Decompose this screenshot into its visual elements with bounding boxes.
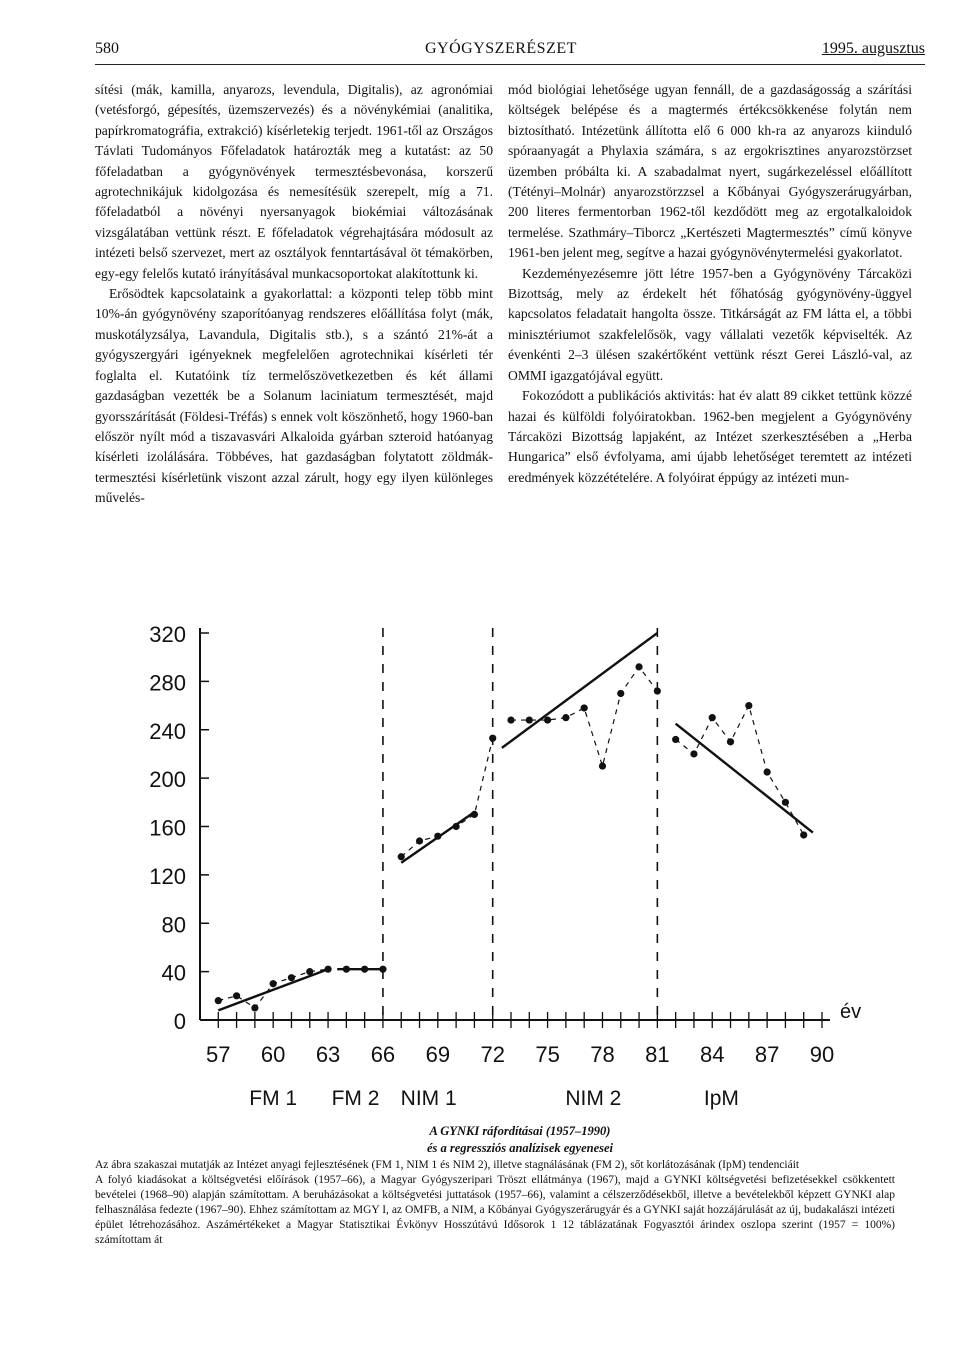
data-point	[727, 738, 734, 745]
series-line	[401, 738, 492, 857]
y-tick-label: 40	[161, 960, 186, 986]
data-point	[581, 704, 588, 711]
x-tick-label: 72	[480, 1042, 505, 1067]
data-point	[324, 966, 331, 973]
period-label: FM 1	[249, 1087, 298, 1110]
data-point	[215, 997, 222, 1004]
data-point	[690, 750, 697, 757]
x-tick-label: 81	[645, 1042, 670, 1067]
running-header	[95, 40, 925, 65]
data-point	[398, 853, 405, 860]
data-point	[233, 992, 240, 999]
x-tick-label: 63	[315, 1042, 341, 1067]
data-point	[361, 966, 368, 973]
caption-line-2: A folyó kiadásokat a költségvetési előírások (1957–66), a Magyar Gyógyszeripari Tröszt ellátmánya (1967), majd a GYNKI költségvetési befizetésekkel csökkentett bevételei (1968–90) alapján számítottam. A beruházásokat a költségvetési juttatások (1957–66), valamint a célszerződésekből, illetve a bevételekből képzett GYNKI alap felhasználása fedezte (1967–90). Ehhez számítottam az MGY I, az OMFB, a NIM, a Kőbányai Gyógyszerárugyár és a GYNKI saját hozzájárulását az új, budakalászi intézeti épület létrehozásához. Aszámértékeket a Magyar Statisztikai Évkönyv Hosszútávú Idősorok 1 12 táblázatának Fogyasztói árindex oszlopa szerint (1957 = 100%) számítottam át	[95, 1174, 895, 1246]
regression-line	[218, 969, 328, 1010]
right-paragraph-1: mód biológiai lehetősége ugyan fennáll, de a gazdaságosság a szárítási költségek belépése és a magtermés értékcsökkenése folytán nem biztosítható. Intézetünk állította elő 6 000 kh-ra az anyarozs kiinduló spóraanyagát a Phylaxia számára, s az ergokrisztines anyarozstörzset üzemben próbálta ki. A szabadalmat nyert, sugárkezeléssel előállított (Tétényi–Molnár) anyarozstörzzsel a Kőbányai Gyógyszerárugyárban, 200 literes fermentorban 1962-től kezdődött meg az ergotalkaloidok termelése. Szathmáry–Tiborcz „Kertészeti Magtermesztés” című könyve 1961-ben jelent meg, segítve a hazai gyógynövénytermelési gyakorlatot.	[508, 82, 912, 261]
y-tick-label: 80	[161, 912, 186, 938]
left-paragraph-2: Erősödtek kapcsolataink a gyakorlattal: a központi telep több mint 10%-án gyógynövény szaporítóanyag rendszeres előállítása folyt (mák, muskotályzsálya, Lavandula, Digitalis stb.), s a szántó 21%-át a gyógyszergyári igényeknek megfelelően agrotechnikai kísérleti tér foglalta el. Kutatóink tíz termelőszövetkezetben és két állami gazdaságban vezették be a Solanum laciniatum termesztését, majd gyorsszárítását (Földesi-Tréfás) s ennek volt köszönhető, hogy 1960-ban először nyílt mód a tiszavasvári Alkaloida gyárban szteroid hatóanyag kísérleti izolálására. Többéves, hat gazdaságban folytatott zöldmák-termesztési kísérletünk viszont azzal zárult, hogy egy ilyen különleges művelés-	[95, 286, 493, 506]
period-label: NIM 2	[565, 1087, 622, 1110]
data-point	[599, 762, 606, 769]
y-tick-label: 240	[149, 718, 186, 744]
data-point	[526, 716, 533, 723]
data-point	[764, 768, 771, 775]
x-tick-label: 90	[809, 1042, 835, 1067]
data-point	[544, 716, 551, 723]
regression-line	[676, 724, 813, 833]
regression-line	[502, 633, 658, 748]
data-point	[471, 811, 478, 818]
period-labels	[249, 1087, 739, 1110]
period-dividers	[383, 628, 657, 1020]
data-point	[434, 833, 441, 840]
data-point	[654, 687, 661, 694]
figure-title-line-2: és a regressziós analízisek egyenesei	[426, 1141, 614, 1155]
x-tick-label: 87	[754, 1042, 780, 1067]
data-point	[709, 714, 716, 721]
data-point	[416, 837, 423, 844]
expenditure-chart	[0, 600, 960, 1120]
figure-title-line-1: A GYNKI ráfordításai (1957–1990)	[429, 1124, 611, 1138]
data-point	[306, 968, 313, 975]
x-tick-label: 75	[535, 1042, 560, 1067]
data-point	[617, 690, 624, 697]
data-point	[672, 736, 679, 743]
tick-labels	[149, 622, 861, 1067]
x-tick-label: 78	[590, 1042, 615, 1067]
period-label: FM 2	[331, 1087, 380, 1110]
right-paragraph-3: Fokozódott a publikációs aktivitás: hat év alatt 89 cikket tettünk közzé hazai és külföldi folyóiratokban. 1962-ben megjelent a Gyógynövény Tárcaközi Bizottság lapjaként, az Intézet szerkesztésében a „Herba Hungarica” első évfolyama, ami újabb lehetőséget teremtett az intézeti eredmények közzétételére. A folyóirat éppúgy az intézeti mun-	[508, 388, 912, 485]
data-point	[288, 974, 295, 981]
left-paragraph-1: sítési (mák, kamilla, anyarozs, levendula, Digitalis), az agronómiai (vetésforgó, gépesítés, üzemszervezés) és a növénykémiai (analitika, papírkromatográfia, extrakció) kísérletekig terjedt. 1961-től az Országos Távlati Tudományos Főfeladatok határozták meg a kutatást: az 50 főfeladatban a gyógynövények termesztésbevonása, korszerű agrotechnikájuk kidolgozása és nemesítésük szerepelt, míg a 71. főfeladatból a növényi nyersanyagok biokémiai változásának vizsgálatában vettünk részt. E főfeladatok végrehajtására módosult az intézeti belső szervezet, mert az osztályok fenntartásával öt témakörben, egy-egy felelős kutató irányításával munkacsoportokat alakítottunk ki.	[95, 82, 493, 281]
regression-lines	[218, 633, 813, 1010]
x-tick-label: 84	[699, 1042, 725, 1067]
y-tick-label: 160	[149, 815, 186, 841]
journal-title: GYÓGYSZERÉSZET	[425, 40, 577, 57]
data-point	[379, 966, 386, 973]
right-text-column	[508, 80, 912, 488]
period-label: NIM 1	[400, 1087, 457, 1110]
data-point	[782, 799, 789, 806]
x-tick-label: 66	[370, 1042, 396, 1067]
right-paragraph-2: Kezdeményezésemre jött létre 1957-ben a Gyógynövény Tárcaközi Bizottság, mely az érdekelt hét főhatóság gyógynövény-üggyel kapcsolatos feladatait hangolta össze. Titkárságát az FM látta el, a többi minisztériumot szakfelelősök, vagy vállalati vezetők képviselték. Az évenkénti 2–3 ülésen szakértőként vettünk részt Gerei László-val, az OMMI igazgatójával együtt.	[508, 265, 912, 383]
data-point	[745, 702, 752, 709]
data-point	[489, 735, 496, 742]
y-tick-label: 120	[149, 863, 186, 889]
page-number: 580	[95, 40, 119, 57]
y-tick-label: 200	[149, 767, 186, 793]
issue-date: 1995. augusztus	[821, 40, 925, 57]
data-point	[270, 980, 277, 987]
figure-caption	[95, 1158, 895, 1248]
data-point	[635, 663, 642, 670]
left-text-column	[95, 80, 493, 509]
data-point	[562, 714, 569, 721]
data-point	[453, 823, 460, 830]
y-tick-label: 0	[173, 1009, 186, 1034]
x-tick-label: 60	[260, 1042, 286, 1067]
y-tick-label: 280	[149, 670, 186, 696]
data-points	[215, 663, 808, 1011]
figure-title	[350, 1123, 690, 1157]
caption-line-1: Az ábra szakaszai mutatják az Intézet anyagi fejlesztésének (FM 1, NIM 1 és NIM 2), illetve stagnálásának (FM 2), sőt korlátozásának (IpM) tendenciáit	[95, 1159, 800, 1171]
data-point	[251, 1004, 258, 1011]
x-tick-label: 57	[206, 1042, 231, 1067]
x-tick-label: 69	[425, 1042, 451, 1067]
data-point	[343, 966, 350, 973]
chart-axes	[200, 628, 830, 1028]
data-point	[800, 831, 807, 838]
y-tick-label: 320	[149, 622, 186, 647]
x-axis-label: év	[840, 1001, 862, 1023]
period-label: IpM	[703, 1087, 739, 1110]
series-line	[676, 706, 804, 835]
data-point	[507, 716, 514, 723]
series-line	[511, 667, 657, 766]
